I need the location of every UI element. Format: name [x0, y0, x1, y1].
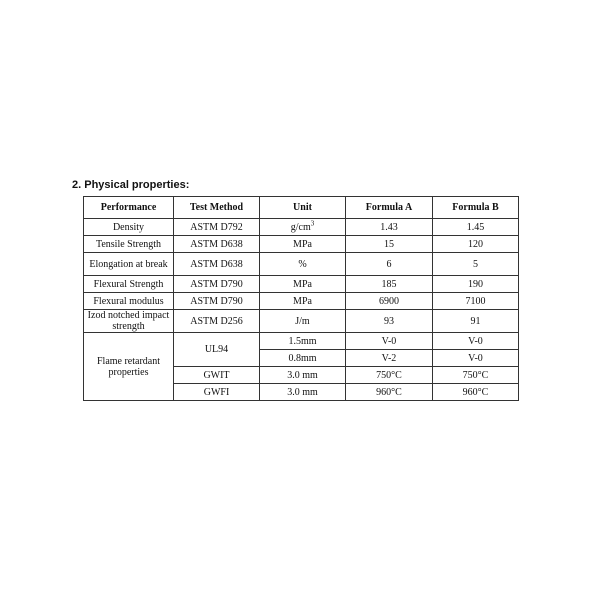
performance-cell: Flexural modulus	[84, 293, 174, 310]
formula-b-cell: 1.45	[433, 219, 519, 236]
formula-b-cell: 190	[433, 276, 519, 293]
table-row-izod	[84, 310, 519, 333]
unit-cell	[260, 219, 346, 236]
table-row-ul94-1-5mm	[84, 333, 519, 350]
formula-b-cell: V-0	[433, 333, 519, 350]
table-row-elongation	[84, 253, 519, 276]
formula-a-cell: V-0	[346, 333, 433, 350]
performance-cell: Flame retardant properties	[84, 333, 174, 401]
header-formula-a: Formula A	[346, 197, 433, 219]
unit-cell: MPa	[260, 293, 346, 310]
performance-cell: Elongation at break	[84, 253, 174, 276]
formula-a-cell: 6900	[346, 293, 433, 310]
formula-a-cell: 15	[346, 236, 433, 253]
unit-superscript: 3	[310, 219, 315, 228]
header-test-method: Test Method	[174, 197, 260, 219]
table-row-tensile-strength	[84, 236, 519, 253]
unit-cell: 1.5mm	[260, 333, 346, 350]
unit-cell: 3.0 mm	[260, 384, 346, 401]
formula-a-cell: 93	[346, 310, 433, 333]
formula-a-cell: V-2	[346, 350, 433, 367]
test-method-cell: UL94	[174, 333, 260, 367]
formula-a-cell: 960°C	[346, 384, 433, 401]
unit-cell: 0.8mm	[260, 350, 346, 367]
unit-cell: 3.0 mm	[260, 367, 346, 384]
test-method-cell: ASTM D638	[174, 236, 260, 253]
formula-a-cell: 750°C	[346, 367, 433, 384]
table-row-flexural-strength	[84, 276, 519, 293]
header-performance: Performance	[84, 197, 174, 219]
formula-b-cell: 120	[433, 236, 519, 253]
unit-base: g/cm	[290, 221, 311, 233]
test-method-cell: GWFI	[174, 384, 260, 401]
performance-cell: Flexural Strength	[84, 276, 174, 293]
unit-cell: MPa	[260, 236, 346, 253]
test-method-cell: ASTM D638	[174, 253, 260, 276]
section-heading: 2. Physical properties:	[72, 179, 190, 191]
table-header-row	[84, 197, 519, 219]
unit-cell: %	[260, 253, 346, 276]
formula-a-cell: 185	[346, 276, 433, 293]
formula-a-cell: 1.43	[346, 219, 433, 236]
header-formula-b: Formula B	[433, 197, 519, 219]
formula-b-cell: V-0	[433, 350, 519, 367]
table-row-flexural-modulus	[84, 293, 519, 310]
test-method-cell: ASTM D256	[174, 310, 260, 333]
formula-b-cell: 5	[433, 253, 519, 276]
physical-properties-table	[83, 196, 519, 401]
test-method-cell: ASTM D792	[174, 219, 260, 236]
formula-b-cell: 91	[433, 310, 519, 333]
test-method-cell: ASTM D790	[174, 293, 260, 310]
test-method-cell: GWIT	[174, 367, 260, 384]
performance-cell: Tensile Strength	[84, 236, 174, 253]
formula-b-cell: 960°C	[433, 384, 519, 401]
test-method-cell: ASTM D790	[174, 276, 260, 293]
formula-b-cell: 750°C	[433, 367, 519, 384]
formula-a-cell: 6	[346, 253, 433, 276]
performance-cell: Izod notched impact strength	[84, 310, 174, 333]
unit-cell: J/m	[260, 310, 346, 333]
formula-b-cell: 7100	[433, 293, 519, 310]
performance-cell: Density	[84, 219, 174, 236]
unit-cell: MPa	[260, 276, 346, 293]
header-unit: Unit	[260, 197, 346, 219]
table-row-density	[84, 219, 519, 236]
